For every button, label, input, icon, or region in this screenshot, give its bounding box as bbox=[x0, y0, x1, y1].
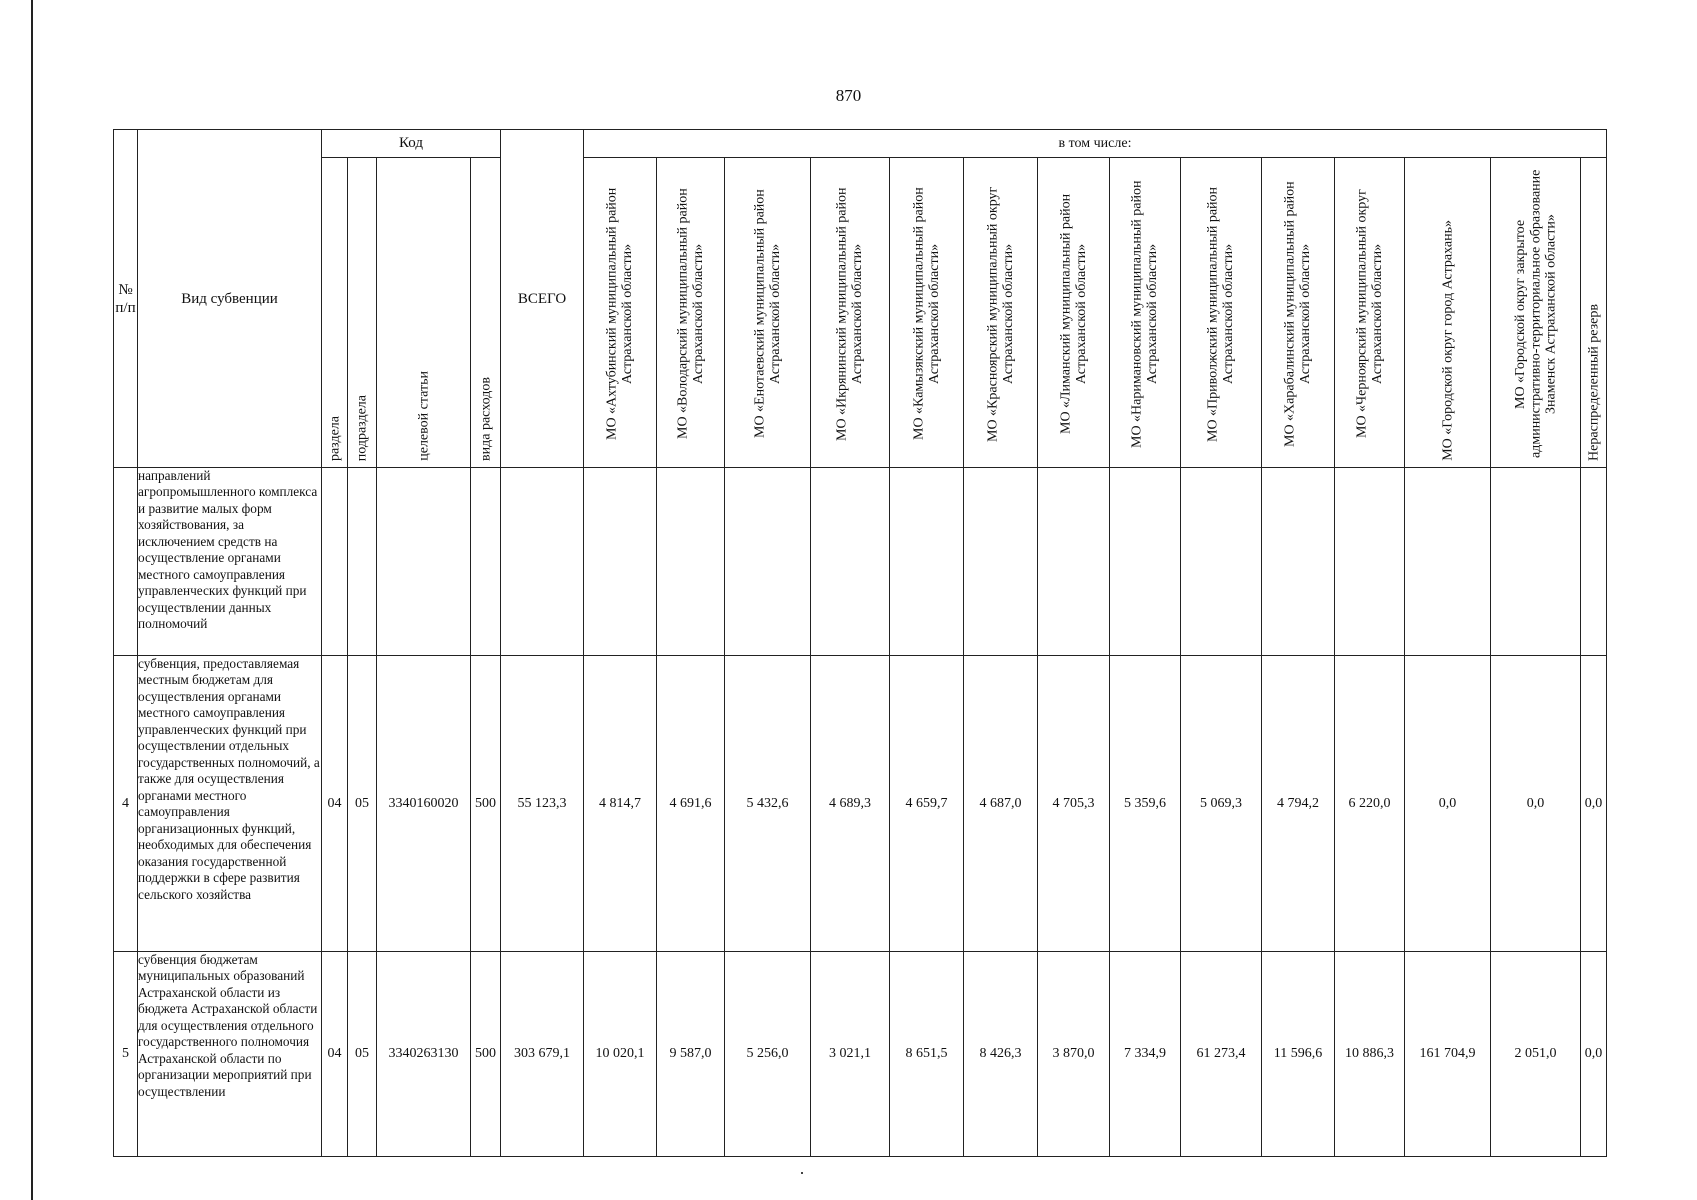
row-value: 5 432,6 bbox=[725, 656, 811, 952]
row-value: 0,0 bbox=[1581, 952, 1607, 1157]
table-row bbox=[114, 656, 1607, 952]
row-razdel bbox=[322, 468, 348, 656]
num-header: № п/п bbox=[114, 130, 138, 468]
row-value: 11 596,6 bbox=[1262, 952, 1335, 1157]
row-value: 3 870,0 bbox=[1038, 952, 1110, 1157]
row-value: 5 359,6 bbox=[1110, 656, 1181, 952]
row-value: 0,0 bbox=[1581, 656, 1607, 952]
mo-header: МО «Приволжский муниципальный район Астраханской области» bbox=[1181, 158, 1262, 468]
mo-header: МО «Енотаевский муниципальный район Астраханской области» bbox=[725, 158, 811, 468]
row-total: 303 679,1 bbox=[501, 952, 584, 1157]
kod-vid-header: вида расходов bbox=[471, 158, 501, 468]
row-value bbox=[1335, 468, 1405, 656]
mo-header: МО «Икрянинский муниципальный район Астраханской области» bbox=[811, 158, 890, 468]
table-row bbox=[114, 952, 1607, 1157]
row-value: 9 587,0 bbox=[657, 952, 725, 1157]
row-value bbox=[1491, 468, 1581, 656]
row-razdel: 04 bbox=[322, 656, 348, 952]
row-podrazdel bbox=[348, 468, 377, 656]
row-value bbox=[1110, 468, 1181, 656]
row-value: 6 220,0 bbox=[1335, 656, 1405, 952]
row-value: 3 021,1 bbox=[811, 952, 890, 1157]
row-value: 0,0 bbox=[1491, 656, 1581, 952]
row-num: 5 bbox=[114, 952, 138, 1157]
including-header: в том числе: bbox=[584, 130, 1607, 158]
row-podrazdel: 05 bbox=[348, 656, 377, 952]
row-value: 10 886,3 bbox=[1335, 952, 1405, 1157]
row-vid bbox=[471, 468, 501, 656]
row-value: 4 794,2 bbox=[1262, 656, 1335, 952]
row-value bbox=[584, 468, 657, 656]
row-value bbox=[1405, 468, 1491, 656]
row-value: 0,0 bbox=[1405, 656, 1491, 952]
scan-artifact bbox=[801, 1172, 803, 1174]
row-vid: 500 bbox=[471, 952, 501, 1157]
reserve-header: Нераспределенный резерв bbox=[1581, 158, 1607, 468]
page-number: 870 bbox=[835, 86, 862, 105]
subvention-table bbox=[113, 129, 1607, 1157]
row-value: 5 256,0 bbox=[725, 952, 811, 1157]
total-header: ВСЕГО bbox=[501, 130, 584, 468]
mo-header: МО «Ахтубинский муниципальный район Астраханской области» bbox=[584, 158, 657, 468]
row-value: 4 814,7 bbox=[584, 656, 657, 952]
row-value bbox=[811, 468, 890, 656]
row-celevaya: 3340263130 bbox=[377, 952, 471, 1157]
row-podrazdel: 05 bbox=[348, 952, 377, 1157]
row-value: 61 273,4 bbox=[1181, 952, 1262, 1157]
row-num: 4 bbox=[114, 656, 138, 952]
row-value bbox=[1181, 468, 1262, 656]
vid-header: Вид субвенции bbox=[138, 130, 322, 468]
row-value bbox=[1581, 468, 1607, 656]
row-total: 55 123,3 bbox=[501, 656, 584, 952]
row-value: 2 051,0 bbox=[1491, 952, 1581, 1157]
row-value: 10 020,1 bbox=[584, 952, 657, 1157]
row-celevaya: 3340160020 bbox=[377, 656, 471, 952]
row-value bbox=[657, 468, 725, 656]
mo-header: МО «Лиманский муниципальный район Астраханской области» bbox=[1038, 158, 1110, 468]
row-value: 5 069,3 bbox=[1181, 656, 1262, 952]
page-margin-line bbox=[31, 0, 33, 1200]
kod-header: Код bbox=[322, 130, 501, 158]
row-vid: 500 bbox=[471, 656, 501, 952]
row-value: 161 704,9 bbox=[1405, 952, 1491, 1157]
row-value bbox=[964, 468, 1038, 656]
mo-header: МО «Камызякский муниципальный район Астраханской области» bbox=[890, 158, 964, 468]
mo-header: МО «Черноярский муниципальный округ Астраханской области» bbox=[1335, 158, 1405, 468]
kod-celevaya-header: целевой статьи bbox=[377, 158, 471, 468]
mo-header: МО «Городской округ город Астрахань» bbox=[1405, 158, 1491, 468]
row-description: субвенция бюджетам муниципальных образований Астраханской области из бюджета Астраханской области для осуществления отдельного государственного полномочия Астраханской области по организации мероприятий при осуществлении bbox=[138, 952, 322, 1157]
mo-header: МО «Наримановский муниципальный район Астраханской области» bbox=[1110, 158, 1181, 468]
row-value: 4 705,3 bbox=[1038, 656, 1110, 952]
row-value: 4 659,7 bbox=[890, 656, 964, 952]
mo-header: МО «Харабалинский муниципальный район Астраханской области» bbox=[1262, 158, 1335, 468]
mo-header: МО «Городской округ закрытое административно-территориальное образование Знаменск Астраханской области» bbox=[1491, 158, 1581, 468]
row-celevaya bbox=[377, 468, 471, 656]
row-description: направлений агропромышленного комплекса и развитие малых форм хозяйствования, за исключением средств на осуществление органами местного самоуправления управленческих функций при осуществлении данных полномочий bbox=[138, 468, 322, 656]
row-value bbox=[1038, 468, 1110, 656]
row-value: 8 426,3 bbox=[964, 952, 1038, 1157]
row-value bbox=[890, 468, 964, 656]
mo-header: МО «Володарский муниципальный район Астраханской области» bbox=[657, 158, 725, 468]
row-value: 7 334,9 bbox=[1110, 952, 1181, 1157]
table-row bbox=[114, 468, 1607, 656]
vertical-header-row bbox=[114, 158, 1607, 468]
mo-header: МО «Красноярский муниципальный округ Астраханской области» bbox=[964, 158, 1038, 468]
row-razdel: 04 bbox=[322, 952, 348, 1157]
row-value: 4 687,0 bbox=[964, 656, 1038, 952]
row-value bbox=[725, 468, 811, 656]
row-num bbox=[114, 468, 138, 656]
row-value: 8 651,5 bbox=[890, 952, 964, 1157]
row-value bbox=[1262, 468, 1335, 656]
row-value: 4 689,3 bbox=[811, 656, 890, 952]
row-description: субвенция, предоставляемая местным бюджетам для осуществления органами местного самоуправления управленческих функций при осуществлении отдельных государственных полномочий, а также для осуществления органами местного самоуправления организационных функций, необходимых для обеспечения оказания государственной поддержки в сфере развития сельского хозяйства bbox=[138, 656, 322, 952]
kod-podrazdel-header: подраздела bbox=[348, 158, 377, 468]
kod-razdel-header: раздела bbox=[322, 158, 348, 468]
row-total bbox=[501, 468, 584, 656]
row-value: 4 691,6 bbox=[657, 656, 725, 952]
